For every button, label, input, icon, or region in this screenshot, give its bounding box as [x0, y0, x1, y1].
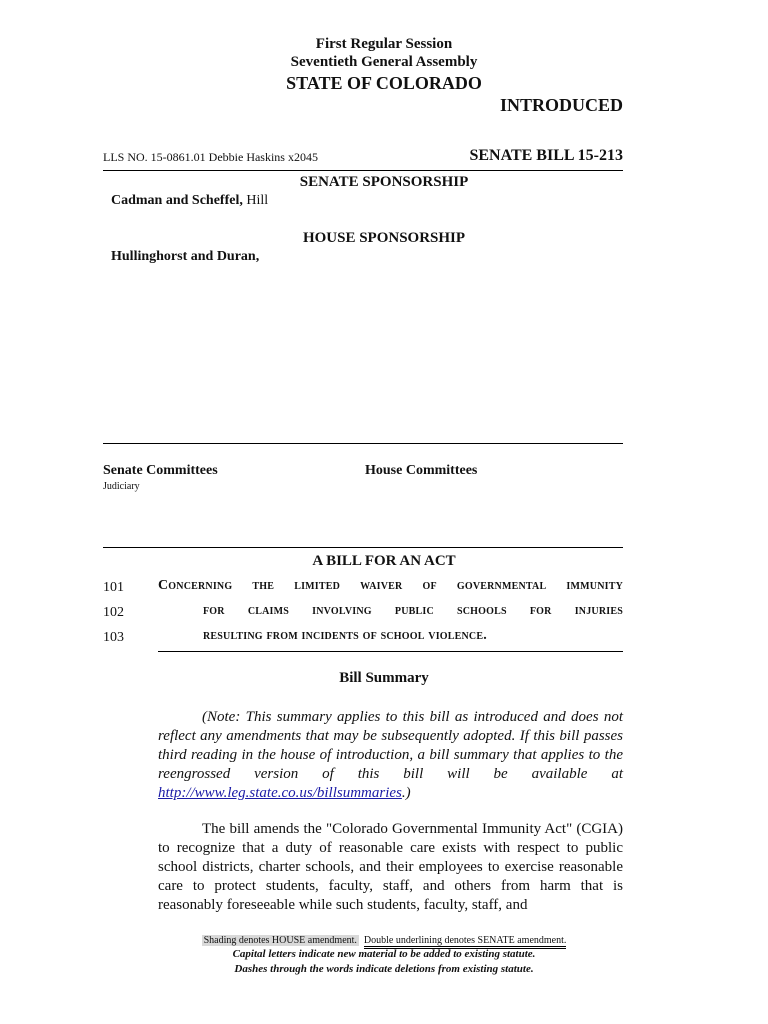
bill-summaries-link[interactable]: http://www.leg.state.co.us/billsummaries [158, 785, 402, 801]
lls-number: LLS NO. 15-0861.01 Debbie Haskins x2045 [103, 150, 318, 164]
bill-number: SENATE BILL 15-213 [469, 147, 623, 164]
senate-sponsorship-heading: SENATE SPONSORSHIP [299, 174, 469, 190]
senate-committees-label: Senate Committees [103, 463, 218, 478]
house-amendment-note: Shading denotes HOUSE amendment. [203, 935, 357, 946]
committee-divider-bottom [103, 547, 623, 548]
senate-committees-list: Judiciary [103, 481, 140, 492]
line-number-102: 102 [103, 605, 124, 620]
act-line-101: Concerning the limited waiver of governmental immunity [158, 578, 623, 593]
header-divider [103, 170, 623, 171]
act-divider [158, 651, 623, 652]
capital-letters-note: Capital letters indicate new material to be added to existing statute. [232, 948, 536, 960]
summary-note [158, 708, 623, 803]
house-sponsors: Hullinghorst and Duran, [111, 249, 260, 264]
senate-sponsors [111, 193, 268, 209]
status-label: INTRODUCED [499, 95, 623, 115]
line-number-101: 101 [103, 580, 124, 595]
act-line-103: resulting from incidents of school violence. [203, 628, 487, 643]
act-title: A BILL FOR AN ACT [312, 553, 456, 569]
senate-amendment-note: Double underlining denotes SENATE amendment. [364, 935, 566, 949]
footer-amendment-notes [0, 935, 768, 946]
summary-body-text: The bill amends the "Colorado Governmental Immunity Act" (CGIA) to recognize that a duty of reasonable care exists with respect to public school districts, charter schools, and their employees to exercise reasonable care to protect students, faculty, staff, and others from harm that is reasonably foreseeable while such students, faculty, staff, and [158, 821, 623, 913]
note-end: .) [401, 785, 411, 801]
summary-body [158, 820, 623, 915]
dashes-note: Dashes through the words indicate deletions from existing statute. [234, 963, 534, 975]
house-sponsorship-heading: HOUSE SPONSORSHIP [302, 230, 466, 246]
note-text: (Note: This summary applies to this bill as introduced and does not reflect any amendments that may be subsequently adopted. If this bill passes third reading in the house of introduction, a bill summary that applies to the reengrossed version of this bill will be available at [158, 709, 623, 782]
line-number-103: 103 [103, 630, 124, 645]
act-line-102: for claims involving public schools for injuries [203, 603, 623, 618]
session-title: First Regular Session [315, 36, 453, 52]
committee-divider-top [103, 443, 623, 444]
summary-heading: Bill Summary [339, 670, 429, 686]
house-committees-label: House Committees [365, 463, 478, 478]
state-title: STATE OF COLORADO [286, 73, 482, 93]
senate-sponsors-other: Hill [242, 193, 269, 208]
assembly-title: Seventieth General Assembly [290, 54, 478, 70]
senate-sponsors-bold: Cadman and Scheffel, [111, 193, 243, 208]
